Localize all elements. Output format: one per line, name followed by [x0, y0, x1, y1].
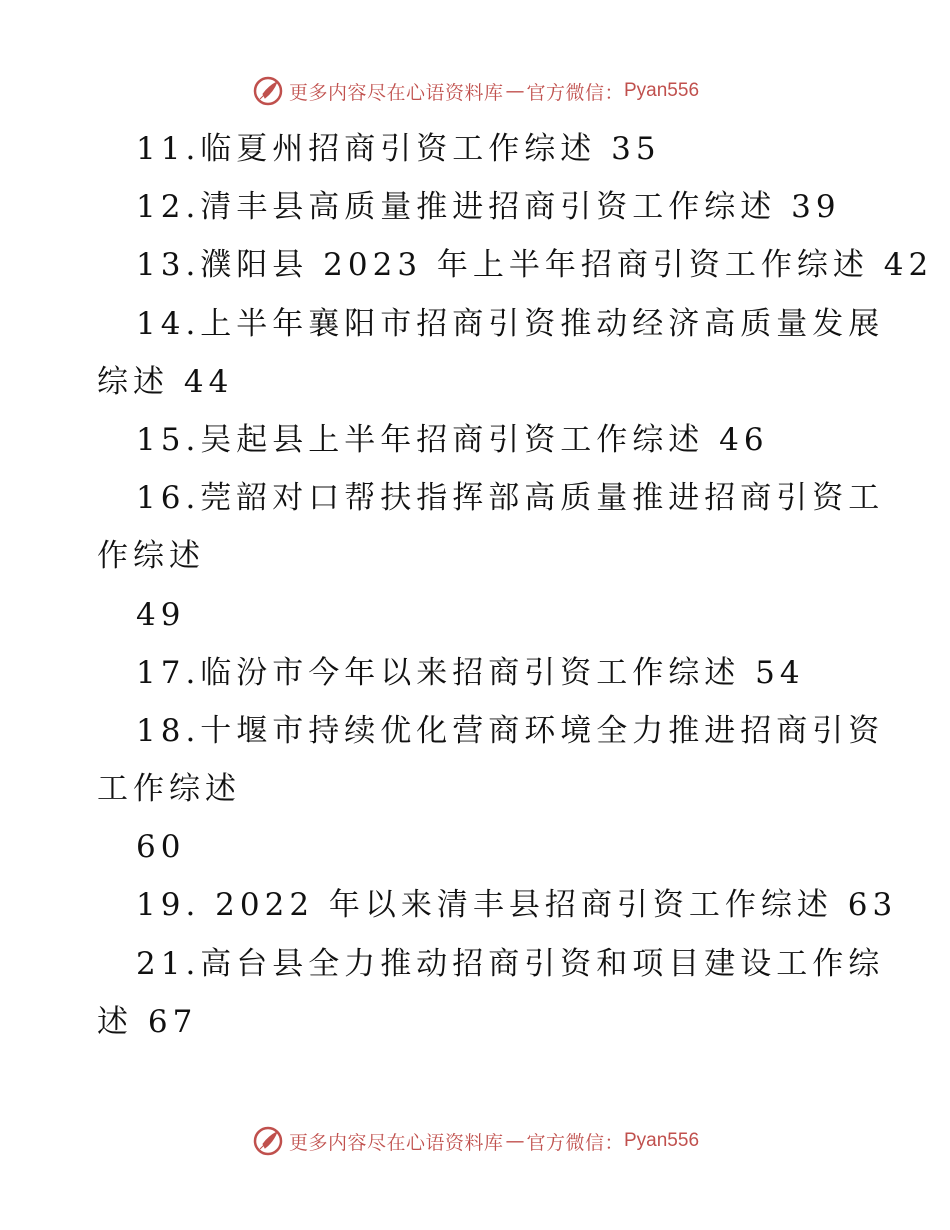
toc-entry-21-cont: 述 67 — [97, 1003, 198, 1040]
watermark-wechat-id: Pyan556 — [624, 80, 700, 101]
watermark-dash: — — [505, 80, 525, 102]
toc-entry-14: 14.上半年襄阳市招商引资推动经济高质量发展 — [136, 305, 885, 342]
toc-entry-13: 13.濮阳县 2023 年上半年招商引资工作综述 42 — [136, 247, 934, 284]
toc-entry-15: 15.吴起县上半年招商引资工作综述 46 — [136, 421, 769, 458]
watermark-wechat-id: Pyan556 — [624, 1130, 700, 1151]
toc-entry-11: 11.临夏州招商引资工作综述 35 — [136, 131, 661, 167]
quill-logo-icon — [251, 1124, 285, 1158]
footer-watermark — [0, 1124, 950, 1158]
watermark-text: 更多内容尽在心语资料库 — [288, 1131, 504, 1154]
quill-logo-icon — [251, 74, 285, 108]
toc-entry-16-cont: 作综述 — [97, 538, 205, 575]
toc-entry-18: 18.十堰市持续优化营商环境全力推进招商引资 — [136, 712, 885, 749]
toc-list — [97, 120, 934, 1051]
watermark-text: 更多内容尽在心语资料库 — [288, 81, 504, 104]
watermark-dash: — — [505, 1130, 525, 1152]
toc-entry-17: 17.临汾市今年以来招商引资工作综述 54 — [136, 654, 805, 691]
header-watermark — [0, 74, 950, 108]
toc-entry-19: 19. 2022 年以来清丰县招商引资工作综述 63 — [136, 887, 898, 924]
toc-entry-16-page: 49 — [136, 596, 186, 633]
watermark-official: 官方微信： — [526, 81, 624, 104]
toc-entry-18-page: 60 — [136, 829, 186, 866]
toc-entry-12: 12.清丰县高质量推进招商引资工作综述 39 — [136, 189, 841, 226]
toc-entry-16: 16.莞韶对口帮扶指挥部高质量推进招商引资工 — [136, 480, 885, 517]
toc-entry-14-cont: 综述 44 — [97, 363, 234, 400]
toc-entry-21: 21.高台县全力推动招商引资和项目建设工作综 — [136, 945, 885, 982]
toc-entry-18-cont: 工作综述 — [97, 771, 241, 808]
watermark-official: 官方微信： — [526, 1131, 624, 1154]
